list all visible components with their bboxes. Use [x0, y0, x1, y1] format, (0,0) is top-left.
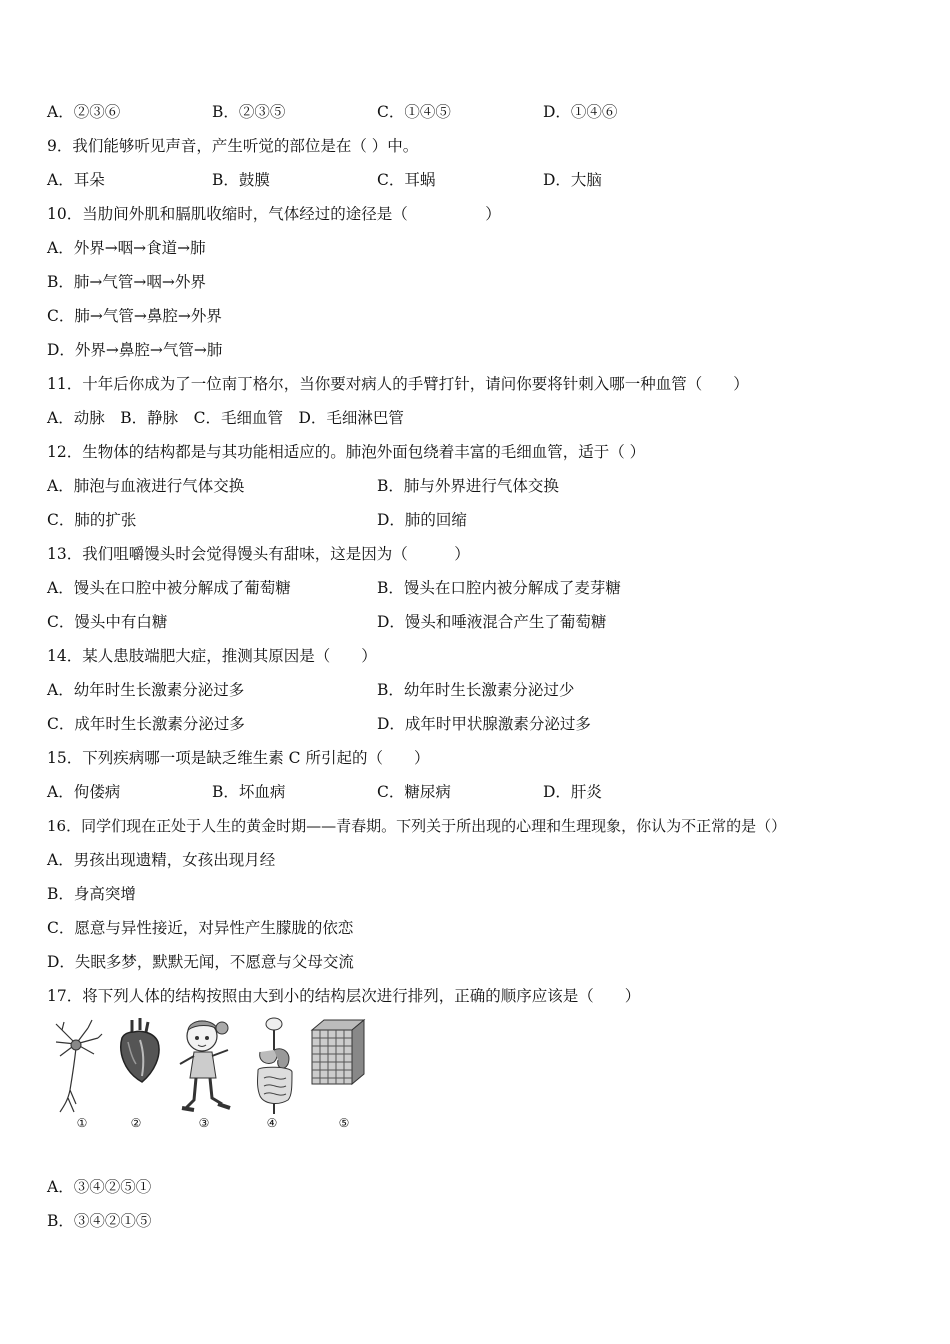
q9-option-c: C．耳蜗 [377, 171, 436, 189]
q14-option-a: A．幼年时生长激素分泌过多 [47, 681, 245, 699]
q11-options: A．动脉 B．静脉 C．毛细血管 D．毛细淋巴管 [47, 409, 404, 427]
neuron-image [48, 1016, 104, 1116]
figure-label-5: ⑤ [338, 1116, 350, 1130]
heart-image [114, 1016, 164, 1086]
q9-option-a: A．耳朵 [47, 171, 105, 189]
q15-stem: 15．下列疾病哪一项是缺乏维生素 C 所引起的（ ） [47, 749, 430, 767]
q10-option-a: A．外界→咽→食道→肺 [47, 239, 206, 257]
q10-option-b: B．肺→气管→咽→外界 [47, 273, 206, 291]
q16-option-d: D．失眠多梦，默默无闻，不愿意与父母交流 [47, 953, 354, 971]
q16-stem: 16．同学们现在正处于人生的黄金时期——青春期。下列关于所出现的心理和生理现象，你认为不正常的是（） [47, 817, 787, 835]
figure-label-3: ③ [198, 1116, 210, 1130]
q16-option-a: A．男孩出现遗精，女孩出现月经 [47, 851, 276, 869]
q15-option-a: A．佝偻病 [47, 783, 121, 801]
q17-stem: 17．将下列人体的结构按照由大到小的结构层次进行排列，正确的顺序应该是（ ） [47, 987, 641, 1005]
q10-option-c: C．肺→气管→鼻腔→外界 [47, 307, 222, 325]
q16-option-c: C．愿意与异性接近，对异性产生朦胧的依恋 [47, 919, 354, 937]
q8-option-d: D．①④⑥ [543, 103, 618, 121]
q11-stem: 11．十年后你成为了一位南丁格尔，当你要对病人的手臂打针，请问你要将针刺入哪一种血管（ ） [47, 375, 749, 393]
q10-stem: 10．当肋间外肌和膈肌收缩时，气体经过的途径是（ ） [47, 205, 501, 223]
tissue-image [306, 1016, 368, 1088]
q14-option-c: C．成年时生长激素分泌过多 [47, 715, 245, 733]
figure-label-4: ④ [266, 1116, 278, 1130]
q13-option-a: A．馒头在口腔中被分解成了葡萄糖 [47, 579, 291, 597]
digestive-system-image [248, 1016, 304, 1116]
q17-option-a: A．③④②⑤① [47, 1178, 152, 1196]
q8-option-b: B．②③⑤ [212, 103, 286, 121]
body-structures-figure [48, 1016, 378, 1138]
q8-option-a: A．②③⑥ [47, 103, 121, 121]
q15-option-d: D．肝炎 [543, 783, 602, 801]
q13-option-c: C．馒头中有白糖 [47, 613, 168, 631]
girl-image [172, 1016, 238, 1116]
figure-label-2: ② [130, 1116, 142, 1130]
q13-stem: 13．我们咀嚼馒头时会觉得馒头有甜味，这是因为（ ） [47, 545, 470, 563]
q9-option-b: B．鼓膜 [212, 171, 270, 189]
q14-option-b: B．幼年时生长激素分泌过少 [377, 681, 575, 699]
q9-option-d: D．大脑 [543, 171, 602, 189]
q16-option-b: B．身高突增 [47, 885, 136, 903]
q9-stem: 9．我们能够听见声音，产生听觉的部位是在（ ）中。 [47, 137, 419, 155]
q12-option-b: B．肺与外界进行气体交换 [377, 477, 559, 495]
q12-option-d: D．肺的回缩 [377, 511, 467, 529]
q13-option-d: D．馒头和唾液混合产生了葡萄糖 [377, 613, 607, 631]
q12-option-c: C．肺的扩张 [47, 511, 137, 529]
q14-stem: 14．某人患肢端肥大症，推测其原因是（ ） [47, 647, 377, 665]
q14-option-d: D．成年时甲状腺激素分泌过多 [377, 715, 591, 733]
q12-stem: 12．生物体的结构都是与其功能相适应的。肺泡外面包绕着丰富的毛细血管，适于（ ） [47, 443, 646, 461]
q10-option-d: D．外界→鼻腔→气管→肺 [47, 341, 223, 359]
q12-option-a: A．肺泡与血液进行气体交换 [47, 477, 245, 495]
q17-option-b: B．③④②①⑤ [47, 1212, 152, 1230]
q13-option-b: B．馒头在口腔内被分解成了麦芽糖 [377, 579, 621, 597]
figure-label-1: ① [76, 1116, 88, 1130]
q15-option-b: B．坏血病 [212, 783, 286, 801]
q8-option-c: C．①④⑤ [377, 103, 451, 121]
q15-option-c: C．糖尿病 [377, 783, 451, 801]
